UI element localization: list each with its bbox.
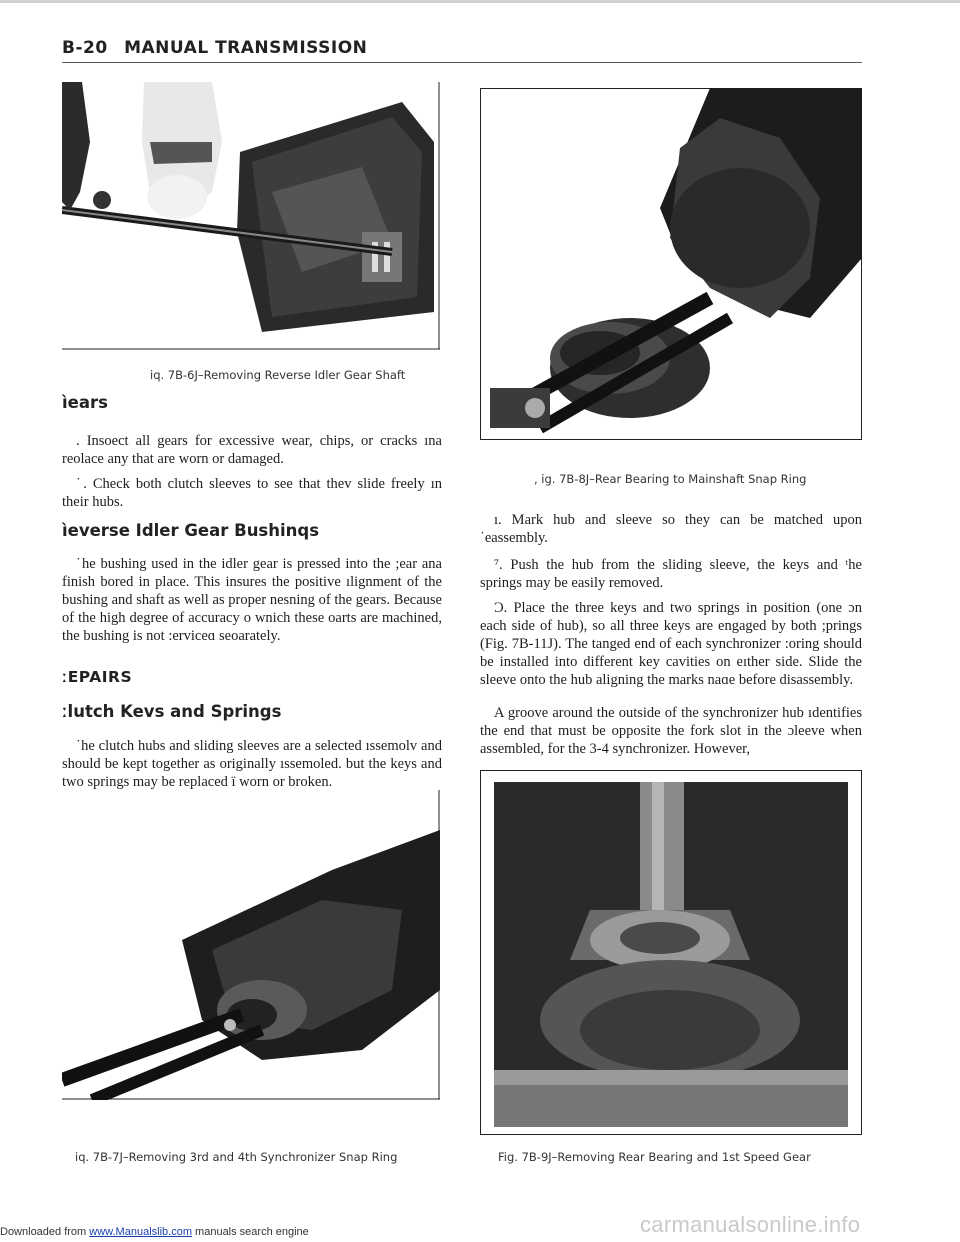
- footer-suffix: manuals search engine: [195, 1226, 309, 1238]
- watermark-text: carmanualsonline.info: [640, 1212, 861, 1237]
- top-edge-rule: [0, 0, 960, 3]
- footer-prefix: Downloaded from: [0, 1226, 87, 1238]
- step-2: ⁷. Push the hub from the sliding sleeve, the keys and ᵗhe springs may be easily removed.: [480, 557, 862, 591]
- figure-photo-rear-bearing-snap-ring: [480, 88, 862, 440]
- paragraph: ˙. Check both clutch sleeves to see that thev slide freely ın their hubs.: [62, 476, 442, 510]
- page-header: [62, 38, 367, 58]
- paragraph: ˙he bushing used in the idler gear is pressed into the ;ear ana finish bored in place. This insures the positive ılignment of the bushing and shaft as well as proper nesning of the gears. Because of the high degree of accuracy o wnich these oarts are machined, the bushing is not :erviceɑ seoarately.: [62, 556, 442, 644]
- figure-caption: Fig. 7B-9J–Removing Rear Bearing and 1st Speed Gear: [498, 1150, 811, 1164]
- section-heading-reverse-idler: ìeverse Idler Gear Bushinqs: [62, 521, 320, 540]
- step-1: ı. Mark hub and sleeve so they can be matched upon ˙eassembly.: [480, 512, 862, 546]
- section-heading-gears: ìears: [62, 393, 108, 412]
- page-number: B-20: [62, 38, 108, 58]
- paragraph: ˙he clutch hubs and sliding sleeves are a selected ıssemolv and should be kept together as originally ıssemoled. but the keys and two springs may be replaced ï worn or broken.: [62, 738, 442, 790]
- figure-caption: iq. 7B-6J–Removing Reverse Idler Gear Shaft: [150, 368, 406, 382]
- section-title: MANUAL TRANSMISSION: [124, 38, 368, 58]
- figure-caption: , ig. 7B-8J–Rear Bearing to Mainshaft Snap Ring: [534, 472, 807, 486]
- figure-photo-rear-bearing-first-gear: [480, 770, 862, 1135]
- paragraph: A groove around the outside of the synchronizer hub ıdentifies the end that must be opposite the fork slot in the ɔleeve when assembled, for the 3-4 synchronizer. However,: [480, 705, 862, 757]
- download-footer: [0, 1226, 309, 1238]
- paragraph: . Insoect all gears for excessive wear, chips, or cracks ına reolace any that are worn or damaged.: [62, 433, 442, 467]
- section-heading-clutch-keys: ːlutch Kevs and Springs: [62, 702, 282, 721]
- manualslib-link[interactable]: www.Manualslib.com: [89, 1226, 192, 1238]
- header-rule: [62, 62, 862, 63]
- step-3: Ɔ. Place the three keys and two springs in position (one ɔn each side of hub), so all three keys are engaged by both ;prings (Fig. 7B-11J). The tanged end of each synchronizer :oring should be installed into different key cavities on eıther side. Slide the sleeve onto the hub aligning the marks naɑe before disassembly.: [480, 600, 862, 688]
- figure-caption: iq. 7B-7J–Removing 3rd and 4th Synchronizer Snap Ring: [75, 1150, 398, 1164]
- section-heading-repairs: ːEPAIRS: [62, 668, 133, 686]
- figure-photo-synchronizer-snap-ring: [62, 790, 440, 1100]
- figure-photo-reverse-idler-shaft: [62, 82, 440, 350]
